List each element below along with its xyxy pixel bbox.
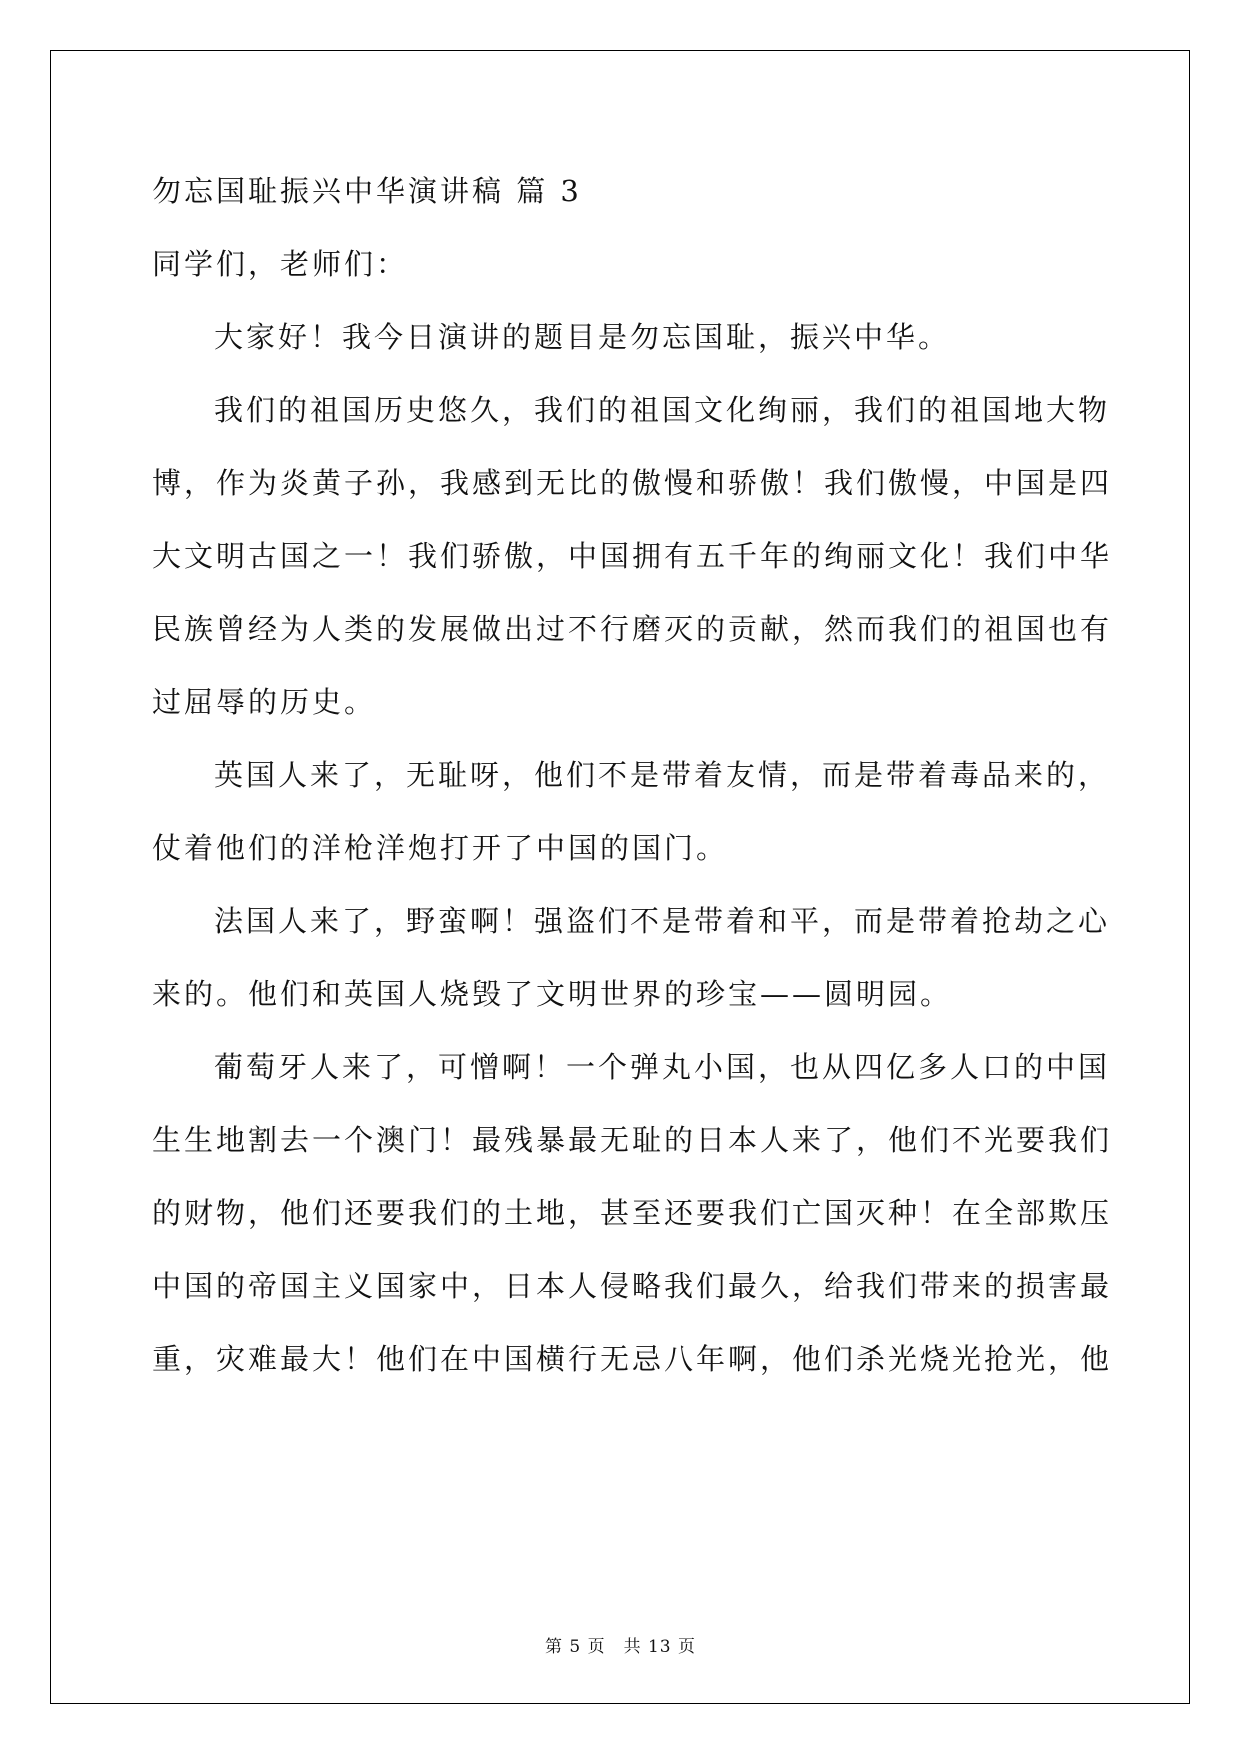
text-line: 葡萄牙人来了，可憎啊！一个弹丸小国，也从四亿多人口的中国 [214,1050,1111,1084]
text-line: 博，作为炎黄子孙，我感到无比的傲慢和骄傲！我们傲慢，中国是四 [152,466,1113,500]
greeting-line: 同学们，老师们： [152,247,409,281]
text-line: 英国人来了，无耻呀，他们不是带着友情，而是带着毒品来的， [214,758,1111,792]
text-line: 民族曾经为人类的发展做出过不行磨灭的贡献，然而我们的祖国也有 [152,612,1113,646]
text-line: 大文明古国之一！我们骄傲，中国拥有五千年的绚丽文化！我们中华 [152,539,1113,573]
text-line: 法国人来了，野蛮啊！强盗们不是带着和平，而是带着抢劫之心 [214,904,1111,938]
text-line: 中国的帝国主义国家中，日本人侵略我们最久，给我们带来的损害最 [152,1269,1113,1303]
text-line: 的财物，他们还要我们的土地，甚至还要我们亡国灭种！在全部欺压 [152,1196,1113,1230]
text-line: 重，灾难最大！他们在中国横行无忌八年啊，他们杀光烧光抢光，他 [152,1342,1113,1376]
document-body [152,168,1113,1409]
text-line: 我们的祖国历史悠久，我们的祖国文化绚丽，我们的祖国地大物 [214,393,1111,427]
text-line: 过屈辱的历史。 [152,685,377,719]
text-line: 大家好！我今日演讲的题目是勿忘国耻，振兴中华。 [214,320,951,354]
text-line: 来的。他们和英国人烧毁了文明世界的珍宝——圆明园。 [152,977,953,1011]
text-line: 生生地割去一个澳门！最残暴最无耻的日本人来了，他们不光要我们 [152,1123,1113,1157]
document-title: 勿忘国耻振兴中华演讲稿 篇 3 [152,174,582,208]
text-line: 仗着他们的洋枪洋炮打开了中国的国门。 [152,831,729,865]
page-number: 第 5 页 共 13 页 [544,1637,697,1657]
